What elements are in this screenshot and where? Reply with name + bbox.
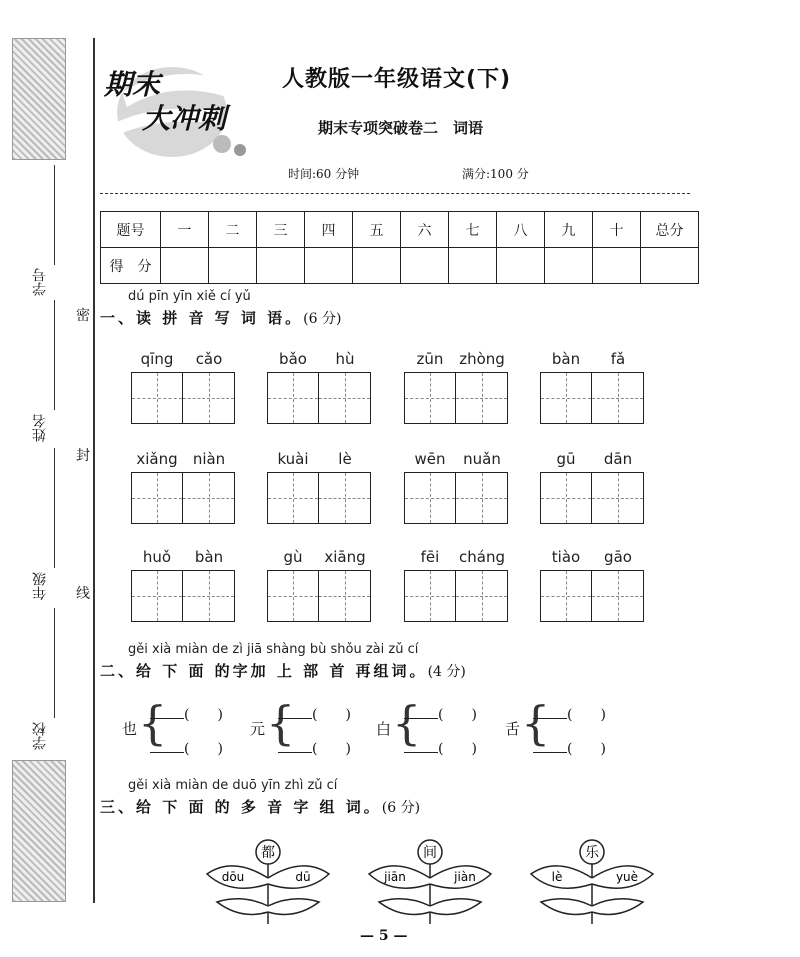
side-rule <box>54 300 55 410</box>
answer-blank[interactable] <box>278 738 351 758</box>
writing-box[interactable] <box>404 570 508 622</box>
blank-parens[interactable]: ( ) <box>567 741 606 757</box>
radical-char: 白 <box>376 720 392 738</box>
score-cell[interactable] <box>545 248 593 284</box>
page-subtitle: 期末专项突破卷二 词语 <box>318 119 484 137</box>
writing-box[interactable] <box>404 372 508 424</box>
radical-char: 舌 <box>505 720 521 738</box>
time-limit: 时间:60 分钟 <box>288 167 360 181</box>
table-cell: 七 <box>449 212 497 248</box>
writing-box[interactable] <box>131 372 235 424</box>
score-table-score-row <box>101 248 699 284</box>
section3-pinyin: gěi xià miàn de duō yīn zhì zǔ cí <box>128 778 338 793</box>
leaf-lower-left <box>217 899 268 915</box>
score-table-header-row <box>101 212 699 248</box>
pinyin-right: dū <box>295 870 311 884</box>
writing-cell[interactable] <box>268 571 319 621</box>
side-rule <box>54 165 55 265</box>
writing-cell[interactable] <box>183 373 234 423</box>
pinyin-syllable: xiǎng <box>136 450 178 468</box>
section1-pinyin: dú pīn yīn xiě cí yǔ <box>128 289 251 304</box>
writing-cell[interactable] <box>456 473 507 523</box>
writing-box[interactable] <box>540 372 644 424</box>
pinyin-syllable: huǒ <box>142 548 172 566</box>
logo <box>102 52 252 160</box>
section1-points: (6 分) <box>303 311 342 327</box>
writing-cell[interactable] <box>456 373 507 423</box>
blank-parens[interactable]: ( ) <box>312 707 351 723</box>
seal-char-xian: 线 <box>76 586 90 602</box>
pinyin-syllable: cǎo <box>195 350 223 368</box>
pinyin-left: jiān <box>384 870 406 884</box>
answer-blank[interactable] <box>404 738 477 758</box>
score-cell[interactable] <box>305 248 353 284</box>
pinyin-syllable: gū <box>556 450 576 468</box>
section3-points: (6 分) <box>381 800 421 816</box>
polyphone-char: 间 <box>423 845 437 861</box>
section2-pinyin: gěi xià miàn de zì jiā shàng bù shǒu zài zǔ cí <box>128 642 419 657</box>
answer-blank[interactable] <box>150 704 223 724</box>
margin-pattern-bottom <box>12 760 66 902</box>
answer-blank[interactable] <box>278 704 351 724</box>
answer-blank[interactable] <box>533 738 606 758</box>
brace-symbol: { <box>392 696 422 750</box>
writing-cell[interactable] <box>132 373 183 423</box>
pinyin-syllable: kuài <box>277 450 309 468</box>
brace-symbol: { <box>266 696 296 750</box>
side-rule <box>54 608 55 718</box>
polyphone-plant <box>365 836 495 926</box>
brace-symbol: { <box>521 696 551 750</box>
leaf-lower-right <box>592 899 643 915</box>
score-cell[interactable] <box>641 248 699 284</box>
blank-line[interactable] <box>278 718 312 719</box>
table-cell: 十 <box>593 212 641 248</box>
section2-points: (4 分) <box>427 664 466 680</box>
pinyin-syllable: qīng <box>140 350 174 368</box>
pinyin-syllable: cháng <box>459 548 505 566</box>
binding-line <box>93 38 95 903</box>
table-cell: 题号 <box>101 212 161 248</box>
pinyin-syllable: dān <box>603 450 633 468</box>
seal-char-feng: 封 <box>76 448 90 464</box>
answer-blank[interactable] <box>404 704 477 724</box>
pinyin-syllable: bàn <box>551 350 581 368</box>
writing-cell[interactable] <box>132 473 183 523</box>
score-cell[interactable] <box>593 248 641 284</box>
writing-cell[interactable] <box>183 571 234 621</box>
writing-cell[interactable] <box>268 373 319 423</box>
score-cell[interactable] <box>449 248 497 284</box>
table-cell: 二 <box>209 212 257 248</box>
table-cell: 三 <box>257 212 305 248</box>
writing-cell[interactable] <box>319 473 370 523</box>
writing-cell[interactable] <box>541 571 592 621</box>
radical-char: 元 <box>250 720 266 738</box>
writing-box[interactable] <box>267 570 371 622</box>
logo-text-2: 大冲刺 <box>142 102 227 135</box>
blank-parens[interactable]: ( ) <box>438 707 477 723</box>
writing-cell[interactable] <box>183 473 234 523</box>
writing-box[interactable] <box>131 570 235 622</box>
page-title: 人教版一年级语文(下) <box>282 67 512 92</box>
answer-blank[interactable] <box>533 704 606 724</box>
section1-title-text: 一、读 拼 音 写 词 语。 <box>100 309 304 327</box>
pinyin-right: jiàn <box>454 870 476 884</box>
blank-parens[interactable]: ( ) <box>438 741 477 757</box>
score-cell[interactable] <box>257 248 305 284</box>
writing-cell[interactable] <box>319 373 370 423</box>
blank-line[interactable] <box>533 752 567 753</box>
score-cell[interactable] <box>353 248 401 284</box>
seal-char-mi: 密 <box>76 308 90 324</box>
polyphone-char: 都 <box>261 845 275 861</box>
pinyin-left: lè <box>551 870 563 884</box>
pinyin-syllable: niàn <box>192 450 226 468</box>
pinyin-syllable: lè <box>338 450 352 468</box>
blank-parens[interactable]: ( ) <box>184 707 223 723</box>
writing-box[interactable] <box>540 472 644 524</box>
score-cell[interactable] <box>497 248 545 284</box>
radical-char: 也 <box>122 720 138 738</box>
writing-cell[interactable] <box>405 571 456 621</box>
writing-box[interactable] <box>131 472 235 524</box>
table-cell: 六 <box>401 212 449 248</box>
pinyin-syllable: hù <box>335 350 355 368</box>
section3-title <box>100 796 420 817</box>
writing-box[interactable] <box>267 472 371 524</box>
writing-cell[interactable] <box>592 473 643 523</box>
side-label-name: 姓名 <box>32 414 48 442</box>
pinyin-syllable: fēi <box>420 548 440 566</box>
table-cell: 八 <box>497 212 545 248</box>
writing-cell[interactable] <box>132 571 183 621</box>
writing-cell[interactable] <box>541 473 592 523</box>
blank-line[interactable] <box>278 752 312 753</box>
table-cell: 一 <box>161 212 209 248</box>
leaf-lower-right <box>430 899 481 915</box>
pinyin-syllable: bàn <box>194 548 224 566</box>
page-number: — 5 — <box>360 928 408 944</box>
leaf-lower-left <box>379 899 430 915</box>
writing-cell[interactable] <box>405 473 456 523</box>
side-rule <box>54 448 55 568</box>
side-label-school: 学校 <box>32 722 48 750</box>
blank-parens[interactable]: ( ) <box>312 741 351 757</box>
writing-box[interactable] <box>540 570 644 622</box>
blank-parens[interactable]: ( ) <box>184 741 223 757</box>
polyphone-plant <box>527 836 657 926</box>
writing-cell[interactable] <box>268 473 319 523</box>
pinyin-syllable: xiāng <box>324 548 366 566</box>
full-score: 满分:100 分 <box>462 167 529 181</box>
table-cell: 得 分 <box>101 248 161 284</box>
blank-line[interactable] <box>533 718 567 719</box>
answer-blank[interactable] <box>150 738 223 758</box>
score-cell[interactable] <box>209 248 257 284</box>
score-table <box>100 211 699 284</box>
margin-pattern-top <box>12 38 66 160</box>
writing-cell[interactable] <box>456 571 507 621</box>
table-cell: 九 <box>545 212 593 248</box>
writing-box[interactable] <box>267 372 371 424</box>
section2-title <box>100 660 466 681</box>
dashed-divider <box>100 193 690 194</box>
side-label-grade: 年级 <box>32 572 48 600</box>
section2-title-text: 二、给 下 面 的字加 上 部 首 再组词。 <box>100 662 428 680</box>
side-label-student-id: 学号 <box>32 268 48 296</box>
pinyin-syllable: bǎo <box>279 350 307 368</box>
polyphone-plant <box>203 836 333 926</box>
writing-cell[interactable] <box>541 373 592 423</box>
blank-line[interactable] <box>404 752 438 753</box>
writing-cell[interactable] <box>405 373 456 423</box>
writing-box[interactable] <box>404 472 508 524</box>
pinyin-syllable: gāo <box>604 548 632 566</box>
pinyin-syllable: zūn <box>416 350 444 368</box>
blank-line[interactable] <box>404 718 438 719</box>
writing-cell[interactable] <box>592 373 643 423</box>
blank-line[interactable] <box>150 752 184 753</box>
section3-title-text: 三、给 下 面 的 多 音 字 组 词。 <box>100 798 382 816</box>
leaf-lower-left <box>541 899 592 915</box>
pinyin-right: yuè <box>615 870 639 884</box>
table-cell: 总分 <box>641 212 699 248</box>
blank-parens[interactable]: ( ) <box>567 707 606 723</box>
writing-cell[interactable] <box>319 571 370 621</box>
pinyin-syllable: fǎ <box>610 350 626 368</box>
pinyin-left: dōu <box>221 870 245 884</box>
section1-title <box>100 307 341 328</box>
pinyin-syllable: tiào <box>551 548 581 566</box>
table-cell: 五 <box>353 212 401 248</box>
blank-line[interactable] <box>150 718 184 719</box>
leaf-lower-right <box>268 899 319 915</box>
pinyin-syllable: wēn <box>414 450 446 468</box>
score-cell[interactable] <box>161 248 209 284</box>
polyphone-char: 乐 <box>585 845 599 861</box>
brace-symbol: { <box>138 696 168 750</box>
logo-text-1: 期末 <box>104 68 161 101</box>
table-cell: 四 <box>305 212 353 248</box>
writing-cell[interactable] <box>592 571 643 621</box>
pinyin-syllable: gù <box>283 548 303 566</box>
pinyin-syllable: nuǎn <box>463 450 501 468</box>
score-cell[interactable] <box>401 248 449 284</box>
pinyin-syllable: zhòng <box>459 350 505 368</box>
